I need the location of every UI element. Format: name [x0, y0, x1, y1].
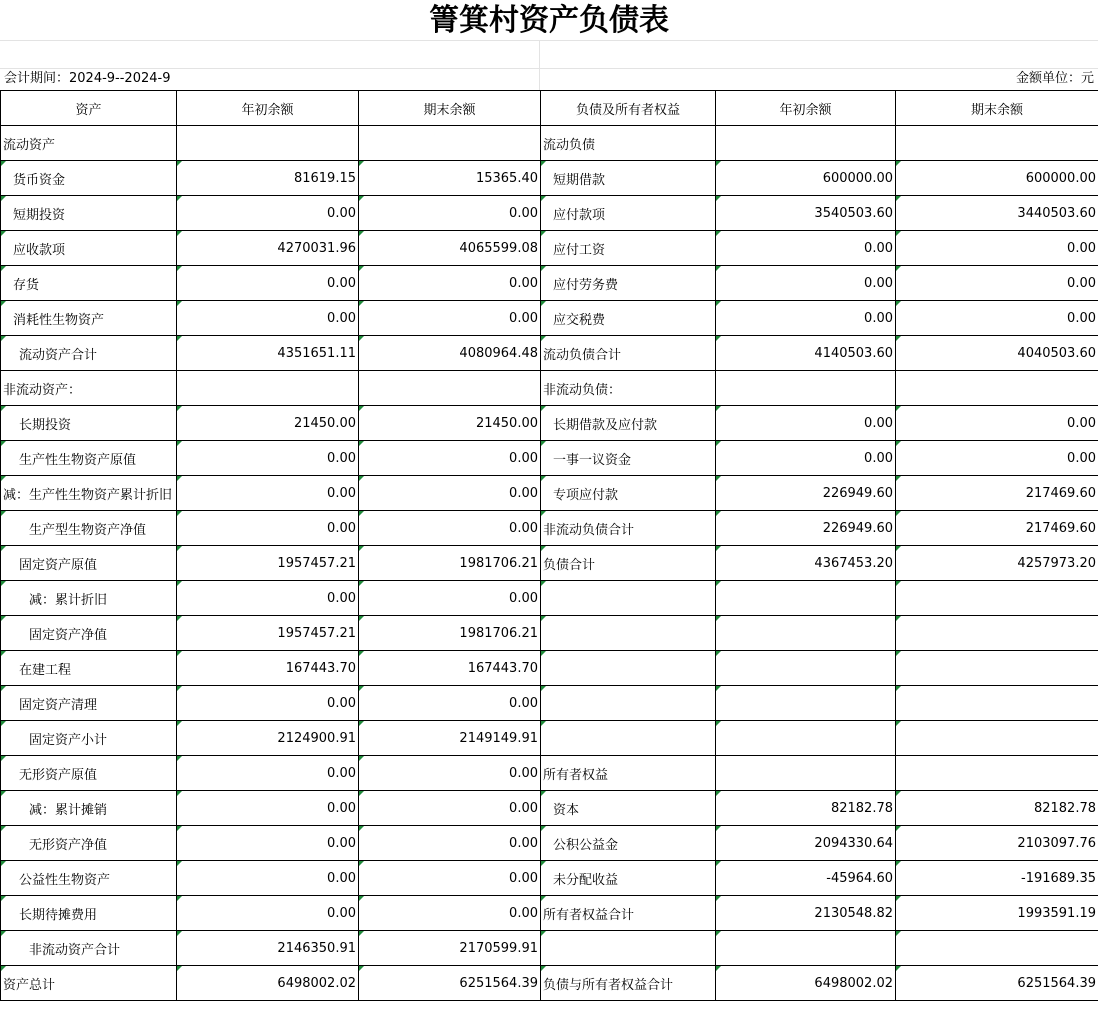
cell-asset-end[interactable]: 0.00: [359, 476, 541, 511]
cell-asset-end[interactable]: 1981706.21: [359, 546, 541, 581]
cell-liability-begin[interactable]: 0.00: [716, 441, 896, 476]
cell-asset-begin[interactable]: 0.00: [177, 756, 359, 791]
cell-liability-end[interactable]: 2103097.76: [896, 826, 1098, 861]
table-row: [1, 756, 1098, 791]
cell-asset-begin[interactable]: 0.00: [177, 441, 359, 476]
cell-liability-begin[interactable]: 82182.78: [716, 791, 896, 826]
cell-asset-label[interactable]: 固定资产原值: [1, 546, 177, 581]
cell-liability-begin[interactable]: 6498002.02: [716, 966, 896, 1001]
accounting-period: 会计期间：2024-9--2024-9: [4, 71, 171, 86]
cell-asset-label[interactable]: 长期投资: [1, 406, 177, 441]
cell-liability-end[interactable]: 0.00: [896, 441, 1098, 476]
cell-asset-label[interactable]: 应收款项: [1, 231, 177, 266]
cell-liability-label[interactable]: 流动负债合计: [541, 336, 716, 371]
cell-liability-label[interactable]: [541, 931, 716, 966]
gridline: [539, 40, 540, 90]
cell-liability-end[interactable]: [896, 756, 1098, 791]
cell-asset-label[interactable]: 长期待摊费用: [1, 896, 177, 931]
cell-liability-label[interactable]: 长期借款及应付款: [541, 406, 716, 441]
cell-asset-label[interactable]: 货币资金: [1, 161, 177, 196]
cell-asset-end[interactable]: 0.00: [359, 896, 541, 931]
cell-asset-begin[interactable]: [177, 371, 359, 406]
cell-liability-end[interactable]: 0.00: [896, 406, 1098, 441]
cell-liability-begin[interactable]: [716, 126, 896, 161]
table-row: [1, 161, 1098, 196]
cell-asset-end[interactable]: [359, 126, 541, 161]
cell-liability-label[interactable]: [541, 581, 716, 616]
cell-asset-end[interactable]: 0.00: [359, 791, 541, 826]
cell-liability-end[interactable]: 217469.60: [896, 476, 1098, 511]
cell-liability-begin[interactable]: 3540503.60: [716, 196, 896, 231]
cell-asset-begin[interactable]: 0.00: [177, 266, 359, 301]
table-row: [1, 406, 1098, 441]
cell-liability-begin[interactable]: 0.00: [716, 266, 896, 301]
cell-liability-label[interactable]: 所有者权益: [541, 756, 716, 791]
table-row: [1, 616, 1098, 651]
cell-asset-begin[interactable]: 0.00: [177, 791, 359, 826]
cell-liability-label[interactable]: 资本: [541, 791, 716, 826]
cell-asset-begin[interactable]: 21450.00: [177, 406, 359, 441]
cell-asset-label[interactable]: 无形资产净值: [1, 826, 177, 861]
cell-liability-label[interactable]: [541, 686, 716, 721]
table-row: [1, 966, 1098, 1001]
cell-liability-begin[interactable]: [716, 686, 896, 721]
cell-asset-begin[interactable]: 0.00: [177, 301, 359, 336]
cell-liability-begin[interactable]: 600000.00: [716, 161, 896, 196]
cell-liability-end[interactable]: [896, 721, 1098, 756]
cell-liability-label[interactable]: 非流动负债：: [541, 371, 716, 406]
table-row: [1, 546, 1098, 581]
table-row: [1, 791, 1098, 826]
cell-asset-begin[interactable]: 6498002.02: [177, 966, 359, 1001]
cell-liability-end[interactable]: 0.00: [896, 231, 1098, 266]
cell-asset-label[interactable]: 减：生产性生物资产累计折旧: [1, 476, 177, 511]
cell-liability-end[interactable]: [896, 616, 1098, 651]
cell-liability-begin[interactable]: [716, 721, 896, 756]
cell-asset-end[interactable]: 0.00: [359, 581, 541, 616]
cell-liability-label[interactable]: [541, 651, 716, 686]
cell-asset-label[interactable]: 固定资产小计: [1, 721, 177, 756]
cell-liability-begin[interactable]: 0.00: [716, 231, 896, 266]
cell-asset-label[interactable]: 非流动资产：: [1, 371, 177, 406]
header-liab-end[interactable]: 期末余额: [896, 91, 1098, 126]
cell-liability-end[interactable]: -191689.35: [896, 861, 1098, 896]
cell-asset-end[interactable]: 21450.00: [359, 406, 541, 441]
cell-liability-label[interactable]: 应付款项: [541, 196, 716, 231]
table-row: [1, 896, 1098, 931]
table-row: [1, 686, 1098, 721]
table-row: [1, 861, 1098, 896]
cell-liability-end[interactable]: [896, 126, 1098, 161]
cell-asset-end[interactable]: 167443.70: [359, 651, 541, 686]
table-row: [1, 441, 1098, 476]
cell-asset-begin[interactable]: 0.00: [177, 826, 359, 861]
cell-asset-label[interactable]: 短期投资: [1, 196, 177, 231]
cell-liability-end[interactable]: 600000.00: [896, 161, 1098, 196]
cell-asset-end[interactable]: 0.00: [359, 266, 541, 301]
cell-asset-begin[interactable]: 4270031.96: [177, 231, 359, 266]
cell-liability-label[interactable]: 所有者权益合计: [541, 896, 716, 931]
cell-liability-label[interactable]: [541, 721, 716, 756]
cell-asset-end[interactable]: 15365.40: [359, 161, 541, 196]
table-row: [1, 476, 1098, 511]
table-row: [1, 301, 1098, 336]
table-row: [1, 511, 1098, 546]
cell-liability-label[interactable]: 应付工资: [541, 231, 716, 266]
cell-asset-begin[interactable]: 4351651.11: [177, 336, 359, 371]
cell-liability-end[interactable]: 4257973.20: [896, 546, 1098, 581]
cell-liability-label[interactable]: 专项应付款: [541, 476, 716, 511]
header-row: [1, 91, 1098, 126]
cell-asset-label[interactable]: 减：累计摊销: [1, 791, 177, 826]
cell-asset-label[interactable]: 生产性生物资产原值: [1, 441, 177, 476]
cell-liability-label[interactable]: 公积公益金: [541, 826, 716, 861]
cell-liability-end[interactable]: [896, 686, 1098, 721]
table-row: [1, 231, 1098, 266]
table-row: [1, 266, 1098, 301]
cell-asset-end[interactable]: 2149149.91: [359, 721, 541, 756]
cell-liability-end[interactable]: 0.00: [896, 266, 1098, 301]
cell-asset-end[interactable]: 4065599.08: [359, 231, 541, 266]
cell-asset-end[interactable]: 0.00: [359, 686, 541, 721]
cell-liability-begin[interactable]: 2094330.64: [716, 826, 896, 861]
cell-asset-end[interactable]: 0.00: [359, 826, 541, 861]
cell-asset-end[interactable]: 0.00: [359, 196, 541, 231]
cell-liability-begin[interactable]: 4140503.60: [716, 336, 896, 371]
cell-asset-begin[interactable]: 0.00: [177, 476, 359, 511]
cell-liability-end[interactable]: 6251564.39: [896, 966, 1098, 1001]
header-liabilities[interactable]: 负债及所有者权益: [541, 91, 716, 126]
gridline: [0, 40, 1098, 41]
amount-unit: 金额单位：元: [1015, 71, 1094, 86]
cell-asset-begin[interactable]: 0.00: [177, 511, 359, 546]
cell-asset-end[interactable]: 4080964.48: [359, 336, 541, 371]
cell-liability-end[interactable]: 82182.78: [896, 791, 1098, 826]
cell-liability-end[interactable]: [896, 931, 1098, 966]
cell-asset-label[interactable]: 资产总计: [1, 966, 177, 1001]
cell-liability-end[interactable]: 0.00: [896, 301, 1098, 336]
cell-liability-label[interactable]: 非流动负债合计: [541, 511, 716, 546]
table-row: [1, 651, 1098, 686]
cell-liability-label[interactable]: 应交税费: [541, 301, 716, 336]
cell-asset-begin[interactable]: 2124900.91: [177, 721, 359, 756]
cell-asset-label[interactable]: 固定资产清理: [1, 686, 177, 721]
cell-asset-label[interactable]: 在建工程: [1, 651, 177, 686]
cell-asset-label[interactable]: 流动资产: [1, 126, 177, 161]
header-assets[interactable]: 资产: [1, 91, 177, 126]
cell-asset-begin[interactable]: [177, 126, 359, 161]
cell-asset-label[interactable]: 无形资产原值: [1, 756, 177, 791]
cell-liability-end[interactable]: [896, 651, 1098, 686]
table-row: [1, 721, 1098, 756]
cell-liability-label[interactable]: 短期借款: [541, 161, 716, 196]
cell-asset-end[interactable]: 0.00: [359, 861, 541, 896]
cell-liability-label[interactable]: 未分配收益: [541, 861, 716, 896]
cell-liability-begin[interactable]: 226949.60: [716, 511, 896, 546]
cell-liability-begin[interactable]: 226949.60: [716, 476, 896, 511]
cell-liability-begin[interactable]: [716, 756, 896, 791]
cell-liability-end[interactable]: [896, 371, 1098, 406]
cell-liability-end[interactable]: 4040503.60: [896, 336, 1098, 371]
table-row: [1, 826, 1098, 861]
cell-liability-label[interactable]: 负债合计: [541, 546, 716, 581]
cell-asset-begin[interactable]: 0.00: [177, 861, 359, 896]
cell-asset-begin[interactable]: 0.00: [177, 581, 359, 616]
cell-asset-begin[interactable]: 1957457.21: [177, 546, 359, 581]
cell-asset-begin[interactable]: 1957457.21: [177, 616, 359, 651]
cell-asset-label[interactable]: 流动资产合计: [1, 336, 177, 371]
cell-asset-begin[interactable]: 81619.15: [177, 161, 359, 196]
cell-asset-label[interactable]: 减：累计折旧: [1, 581, 177, 616]
cell-liability-begin[interactable]: 0.00: [716, 301, 896, 336]
cell-asset-end[interactable]: 6251564.39: [359, 966, 541, 1001]
table-row: [1, 126, 1098, 161]
cell-asset-end[interactable]: 0.00: [359, 301, 541, 336]
cell-asset-begin[interactable]: 167443.70: [177, 651, 359, 686]
cell-asset-end[interactable]: [359, 371, 541, 406]
cell-asset-end[interactable]: 0.00: [359, 756, 541, 791]
cell-asset-begin[interactable]: 2146350.91: [177, 931, 359, 966]
cell-asset-label[interactable]: 生产型生物资产净值: [1, 511, 177, 546]
report-title: 箐箕村资产负债表: [429, 3, 669, 38]
cell-liability-label[interactable]: [541, 616, 716, 651]
table-row: [1, 581, 1098, 616]
balance-sheet-table: [0, 90, 1098, 1001]
cell-liability-begin[interactable]: [716, 371, 896, 406]
cell-asset-end[interactable]: 0.00: [359, 441, 541, 476]
cell-liability-begin[interactable]: 0.00: [716, 406, 896, 441]
cell-asset-begin[interactable]: 0.00: [177, 896, 359, 931]
cell-liability-begin[interactable]: [716, 581, 896, 616]
cell-liability-begin[interactable]: 2130548.82: [716, 896, 896, 931]
cell-liability-label[interactable]: 应付劳务费: [541, 266, 716, 301]
cell-liability-label[interactable]: 流动负债: [541, 126, 716, 161]
cell-asset-begin[interactable]: 0.00: [177, 196, 359, 231]
cell-liability-label[interactable]: 负债与所有者权益合计: [541, 966, 716, 1001]
cell-liability-end[interactable]: 3440503.60: [896, 196, 1098, 231]
table-row: [1, 931, 1098, 966]
table-row: [1, 371, 1098, 406]
cell-liability-end[interactable]: [896, 581, 1098, 616]
cell-asset-end[interactable]: 0.00: [359, 511, 541, 546]
cell-liability-begin[interactable]: 4367453.20: [716, 546, 896, 581]
cell-liability-end[interactable]: 217469.60: [896, 511, 1098, 546]
cell-asset-label[interactable]: 消耗性生物资产: [1, 301, 177, 336]
header-liab-begin[interactable]: 年初余额: [716, 91, 896, 126]
cell-asset-end[interactable]: 2170599.91: [359, 931, 541, 966]
table-row: [1, 336, 1098, 371]
cell-liability-begin[interactable]: [716, 931, 896, 966]
header-assets-end[interactable]: 期末余额: [359, 91, 541, 126]
table-row: [1, 196, 1098, 231]
cell-asset-label[interactable]: 非流动资产合计: [1, 931, 177, 966]
cell-liability-begin[interactable]: [716, 616, 896, 651]
cell-liability-end[interactable]: 1993591.19: [896, 896, 1098, 931]
cell-liability-begin[interactable]: -45964.60: [716, 861, 896, 896]
cell-asset-label[interactable]: 公益性生物资产: [1, 861, 177, 896]
cell-asset-begin[interactable]: 0.00: [177, 686, 359, 721]
cell-asset-label[interactable]: 存货: [1, 266, 177, 301]
cell-asset-label[interactable]: 固定资产净值: [1, 616, 177, 651]
header-assets-begin[interactable]: 年初余额: [177, 91, 359, 126]
cell-asset-end[interactable]: 1981706.21: [359, 616, 541, 651]
cell-liability-begin[interactable]: [716, 651, 896, 686]
cell-liability-label[interactable]: 一事一议资金: [541, 441, 716, 476]
